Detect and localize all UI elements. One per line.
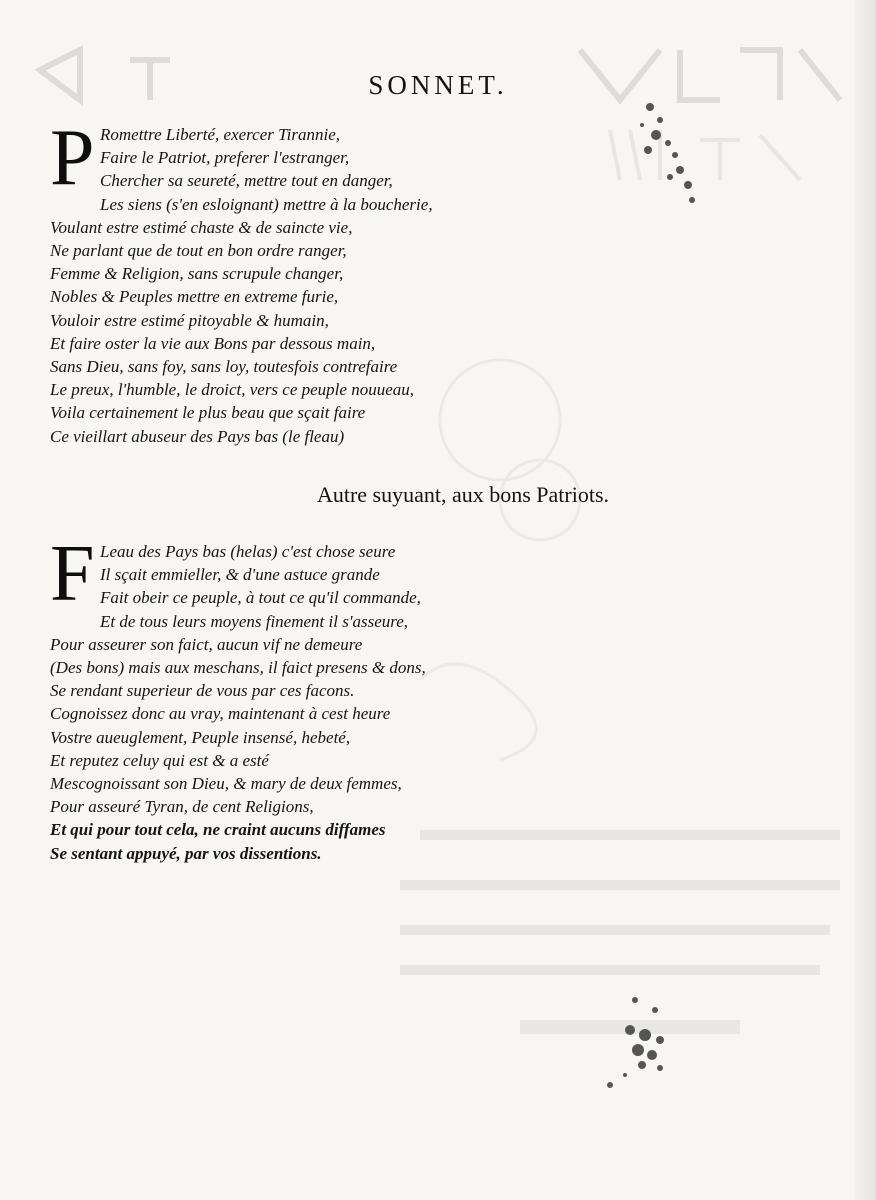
second-poem-line: Pour asseurer son faict, aucun vif ne demeure	[50, 634, 363, 654]
ink-spot-lower	[600, 990, 680, 1100]
ink-spot-upper	[630, 95, 710, 215]
second-poem-line: Mescognoissant son Dieu, & mary de deux femmes,	[50, 774, 402, 794]
sonnet-line: Le preux, l'humble, le droict, vers ce peuple nouueau,	[50, 380, 414, 400]
second-poem-line: Se sentant appuyé, par vos dissentions.	[50, 843, 322, 863]
page-title: SONNET.	[368, 70, 508, 100]
second-poem-line: Et qui pour tout cela, ne craint aucuns diffames	[50, 820, 386, 840]
sonnet-line: Voila certainement le plus beau que sçait faire	[50, 403, 366, 423]
sonnet-line: Ne parlant que de tout en bon ordre ranger,	[50, 241, 347, 261]
second-poem-line: Et de tous leurs moyens finement il s'asseure,	[100, 611, 409, 631]
sonnet-poem	[50, 123, 433, 448]
sonnet-line: Femme & Religion, sans scrupule changer,	[50, 264, 344, 284]
second-poem-line: Il sçait emmieller, & d'une astuce grande	[100, 565, 380, 585]
page-edge-shadow	[854, 0, 876, 1200]
sonnet-line: Faire le Patriot, preferer l'estranger,	[100, 148, 350, 168]
sonnet-dropcap: P	[50, 114, 95, 202]
second-poem-line: Se rendant superieur de vous par ces facons.	[50, 681, 355, 701]
sonnet-line: Et faire oster la vie aux Bons par dessous main,	[50, 333, 376, 353]
second-poem-line: Pour asseuré Tyran, de cent Religions,	[50, 797, 314, 817]
sonnet-line: Nobles & Peuples mettre en extreme furie,	[50, 287, 339, 307]
second-poem-line: (Des bons) mais aux meschans, il faict presens & dons,	[50, 658, 426, 678]
sonnet-line: Voulant estre estimé chaste & de saincte vie,	[50, 217, 353, 237]
second-poem-line: Vostre aueuglement, Peuple insensé, hebeté,	[50, 727, 351, 747]
sonnet-line: Les siens (s'en esloignant) mettre à la boucherie,	[100, 194, 433, 214]
second-poem-dropcap: F	[50, 530, 95, 618]
sonnet-line: Sans Dieu, sans foy, sans loy, toutesfois contrefaire	[50, 357, 398, 377]
second-poem	[50, 540, 426, 865]
sonnet-line: Romettre Liberté, exercer Tirannie,	[100, 125, 340, 144]
sonnet-line: Chercher sa seureté, mettre tout en danger,	[100, 171, 393, 191]
second-poem-line: Et reputez celuy qui est & a esté	[50, 750, 269, 770]
second-poem-line: Fait obeir ce peuple, à tout ce qu'il commande,	[100, 588, 421, 608]
second-poem-line: Cognoissez donc au vray, maintenant à cest heure	[50, 704, 391, 724]
second-poem-line: Leau des Pays bas (helas) c'est chose seure	[100, 542, 396, 561]
second-poem-heading: Autre suyuant, aux bons Patriots.	[316, 482, 610, 507]
sonnet-line: Vouloir estre estimé pitoyable & humain,	[50, 310, 329, 330]
sonnet-line: Ce vieillart abuseur des Pays bas (le fleau)	[50, 426, 345, 446]
